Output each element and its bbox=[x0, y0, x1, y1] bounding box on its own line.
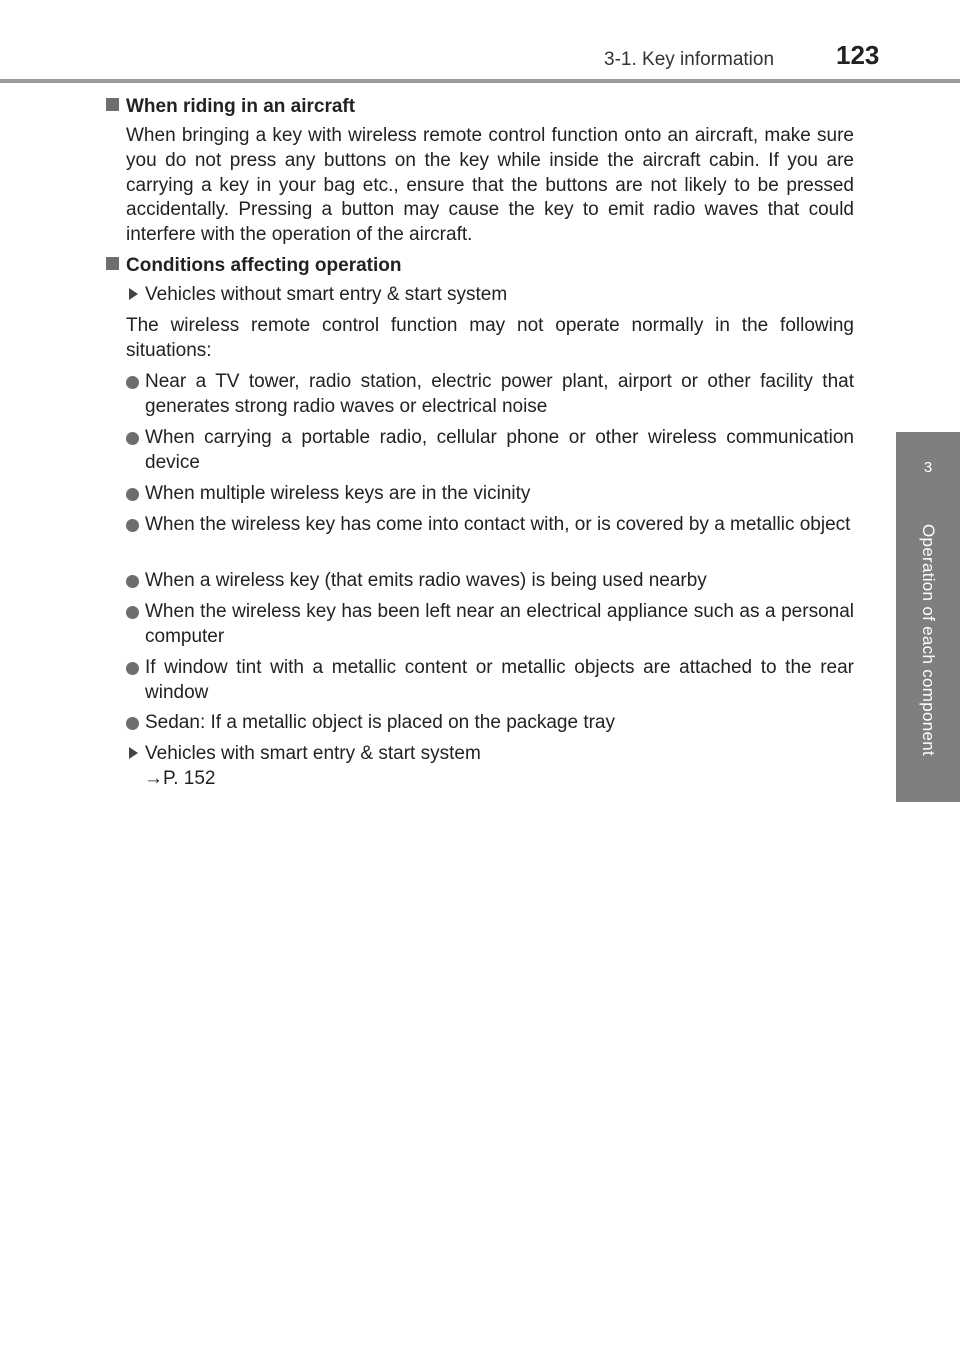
heading-text: Conditions affecting operation bbox=[126, 255, 402, 276]
round-bullet-icon bbox=[126, 662, 139, 675]
section-title: 3-1. Key information bbox=[604, 49, 775, 70]
round-bullet-icon bbox=[126, 488, 139, 501]
triangle-bullet-icon bbox=[129, 288, 138, 300]
list-item: When the wireless key has come into contact with, or is covered by a metallic object bbox=[126, 513, 854, 538]
round-bullet-icon bbox=[126, 432, 139, 445]
paragraph-aircraft: When bringing a key with wireless remote control function onto an aircraft, make sure you do not press any buttons on the key while inside the aircraft cabin. If you are carrying a key in your bag etc., ensure that the buttons are not likely to be pressed accidentally. Pressing a button may cause the key to emit radio waves that could interfere with the operation of the aircraft. bbox=[126, 125, 854, 246]
paragraph-intro: The wireless remote control function may not operate normally in the following situations: bbox=[126, 315, 854, 361]
subitem-text: Vehicles without smart entry & start system bbox=[145, 284, 508, 305]
square-bullet-icon bbox=[106, 98, 119, 111]
list-item: Near a TV tower, radio station, electric power plant, airport or other facility that generates strong radio waves or electrical noise bbox=[126, 370, 854, 420]
round-bullet-icon bbox=[126, 519, 139, 532]
round-bullet-icon bbox=[126, 717, 139, 730]
chapter-number: 3 bbox=[923, 459, 933, 476]
subitem-with-smart-entry bbox=[129, 742, 481, 767]
page-number: 123 bbox=[836, 40, 880, 70]
list-item: If window tint with a metallic content or metallic objects are attached to the rear window bbox=[126, 656, 854, 706]
subitem-without-smart-entry bbox=[129, 283, 507, 308]
list-item: When carrying a portable radio, cellular phone or other wireless communication device bbox=[126, 426, 854, 476]
list-item: When the wireless key has been left near an electrical appliance such as a personal computer bbox=[126, 600, 854, 650]
square-bullet-icon bbox=[106, 257, 119, 270]
page-reference-link[interactable]: →P. 152 bbox=[144, 768, 216, 789]
list-item: Sedan: If a metallic object is placed on the package tray bbox=[126, 711, 854, 736]
list-item: When a wireless key (that emits radio waves) is being used nearby bbox=[126, 569, 854, 594]
subitem-text: Vehicles with smart entry & start system bbox=[145, 743, 481, 764]
round-bullet-icon bbox=[126, 606, 139, 619]
round-bullet-icon bbox=[126, 376, 139, 389]
heading-conditions bbox=[106, 254, 402, 278]
heading-aircraft bbox=[106, 95, 355, 119]
heading-text: When riding in an aircraft bbox=[126, 96, 356, 117]
chapter-label: Operation of each component bbox=[919, 523, 938, 757]
triangle-bullet-icon bbox=[129, 747, 138, 759]
list-item: When multiple wireless keys are in the vicinity bbox=[126, 482, 854, 507]
round-bullet-icon bbox=[126, 575, 139, 588]
